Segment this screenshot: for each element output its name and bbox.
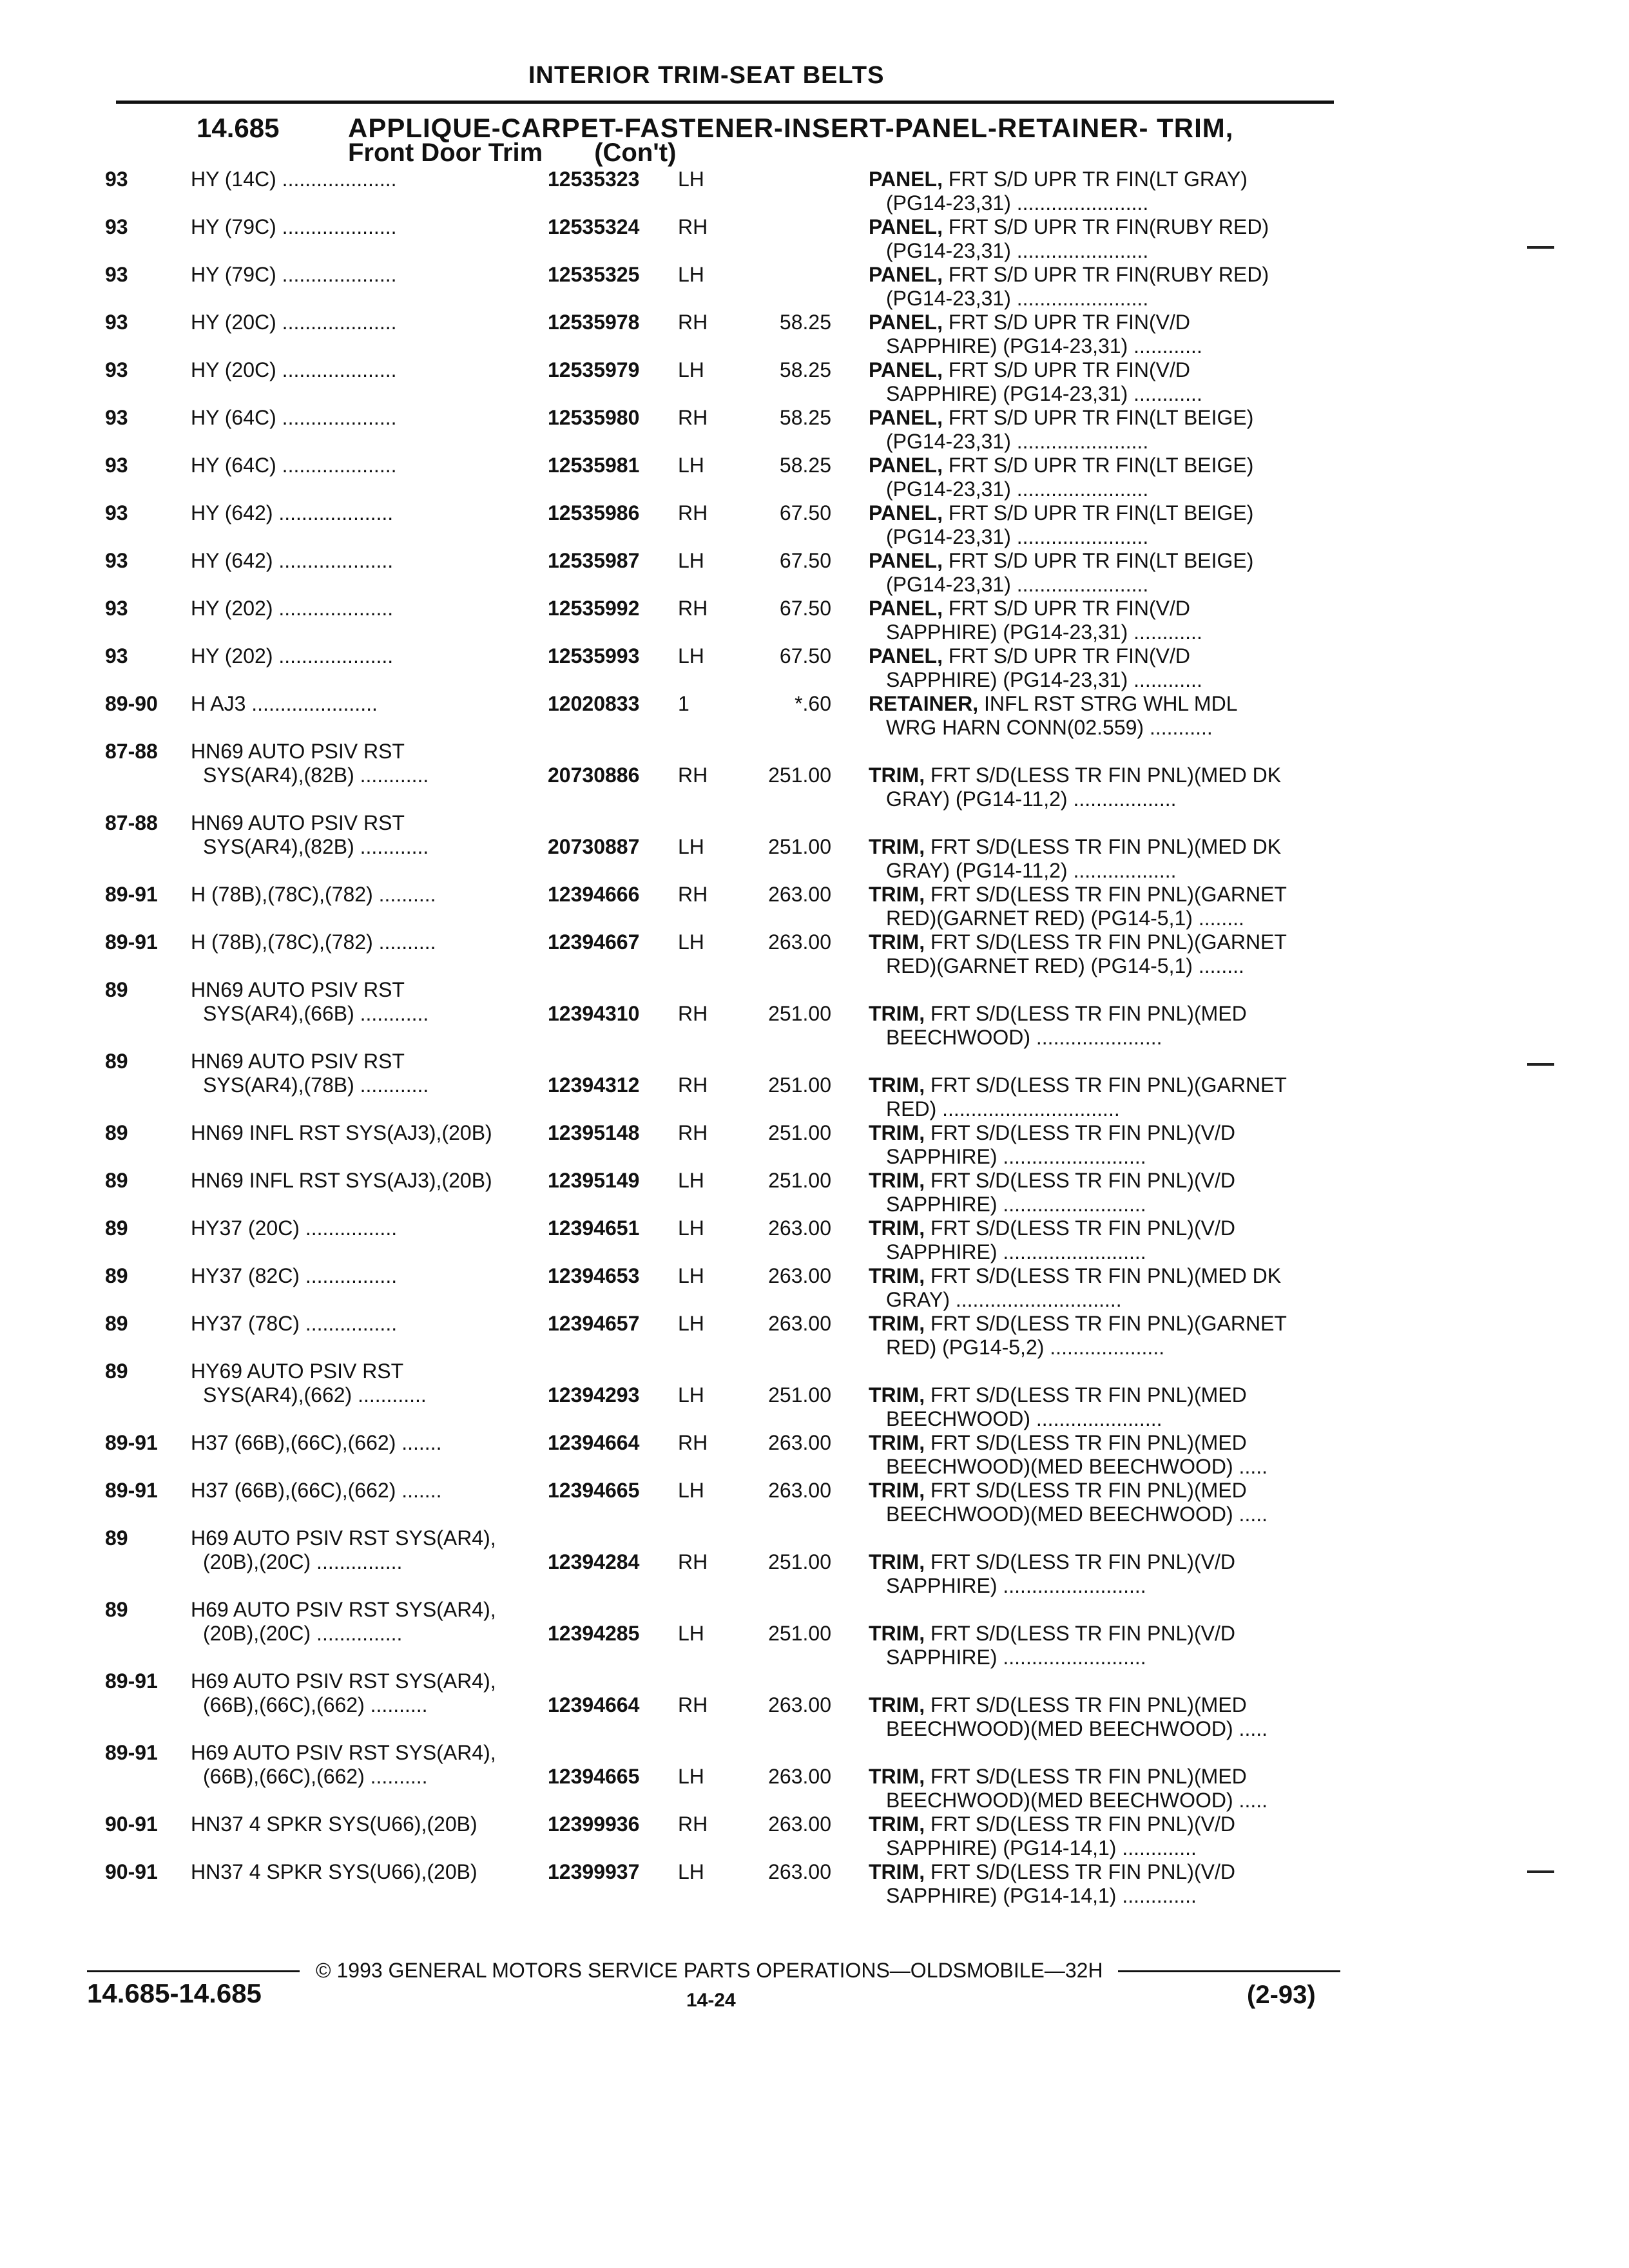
model-code-cont: SYS(AR4),(82B) ............ [203,764,429,787]
description-cont: BEECHWOOD)(MED BEECHWOOD) ..... [886,1455,1268,1478]
footer-date: (2-93) [1247,1981,1316,2009]
parts-row [0,311,1629,358]
description-cont: BEECHWOOD)(MED BEECHWOOD) ..... [886,1789,1268,1812]
description: TRIM, FRT S/D(LESS TR FIN PNL)(MED [869,1765,1247,1788]
quantity: 1 [678,692,689,715]
description: PANEL, FRT S/D UPR TR FIN(RUBY RED) [869,263,1269,286]
description-cont: SAPPHIRE) (PG14-14,1) ............. [886,1884,1197,1907]
part-number: 12394664 [548,1693,640,1716]
quantity: LH [678,454,704,477]
description: PANEL, FRT S/D UPR TR FIN(V/D [869,597,1190,620]
quantity: RH [678,311,708,334]
description: TRIM, FRT S/D(LESS TR FIN PNL)(V/D [869,1169,1235,1192]
parts-row [0,215,1629,263]
model-year: 89 [105,1360,128,1383]
part-number: 12394651 [548,1216,640,1240]
list-price: 263.00 [768,1216,831,1240]
footer-rule-right [1118,1970,1340,1972]
model-code: HN69 AUTO PSIV RST [191,740,405,763]
footer-section-range: 14.685-14.685 [87,1978,262,2008]
parts-row [0,501,1629,549]
part-number: 12394312 [548,1073,640,1097]
part-number: 20730887 [548,835,640,858]
description-cont: RED) ............................... [886,1097,1120,1120]
quantity: RH [678,764,708,787]
model-year: 89-90 [105,692,158,715]
description: TRIM, FRT S/D(LESS TR FIN PNL)(V/D [869,1550,1235,1573]
section-number: 14.685 [197,113,280,143]
description-cont: SAPPHIRE) (PG14-23,31) ............ [886,620,1202,644]
description: TRIM, FRT S/D(LESS TR FIN PNL)(GARNET [869,883,1287,906]
footer-copyright: © 1993 GENERAL MOTORS SERVICE PARTS OPERATIONS—OLDSMOBILE—32H [316,1959,1103,1982]
model-year: 89 [105,1264,128,1287]
parts-row [0,263,1629,311]
model-code: H37 (66B),(66C),(662) ....... [191,1479,442,1502]
parts-row [0,1812,1629,1860]
section-continued: (Con't) [594,139,677,167]
model-code: H69 AUTO PSIV RST SYS(AR4), [191,1669,496,1693]
part-number: 12535325 [548,263,640,286]
list-price: 263.00 [768,1312,831,1335]
parts-row [0,1431,1629,1479]
part-number: 12394657 [548,1312,640,1335]
list-price: 263.00 [768,1431,831,1454]
model-code: HN37 4 SPKR SYS(U66),(20B) [191,1860,477,1883]
model-code: HY37 (20C) ................ [191,1216,398,1240]
part-number: 12394664 [548,1431,640,1454]
model-year: 93 [105,454,128,477]
model-code: H (78B),(78C),(782) .......... [191,883,436,906]
model-code: H AJ3 ...................... [191,692,378,715]
description: TRIM, FRT S/D(LESS TR FIN PNL)(MED [869,1431,1247,1454]
part-number: 20730886 [548,764,640,787]
description: PANEL, FRT S/D UPR TR FIN(LT BEIGE) [869,406,1254,429]
model-year: 89-91 [105,1669,158,1693]
description-cont: (PG14-23,31) ....................... [886,430,1149,453]
parts-row [0,597,1629,644]
quantity: RH [678,501,708,524]
parts-row [0,1479,1629,1526]
description: TRIM, FRT S/D(LESS TR FIN PNL)(GARNET [869,1073,1287,1097]
model-code: HN69 INFL RST SYS(AJ3),(20B) [191,1121,492,1144]
section-subtitle [348,139,676,168]
description-cont: (PG14-23,31) ....................... [886,573,1149,596]
description-cont: SAPPHIRE) (PG14-23,31) ............ [886,334,1202,358]
description-cont: RED) (PG14-5,2) .................... [886,1336,1165,1359]
quantity: RH [678,1550,708,1573]
model-year: 87-88 [105,811,158,834]
description: TRIM, FRT S/D(LESS TR FIN PNL)(MED [869,1383,1247,1407]
quantity: LH [678,263,704,286]
list-price: 263.00 [768,1860,831,1883]
model-code: HN69 AUTO PSIV RST [191,811,405,834]
list-price: 263.00 [768,883,831,906]
model-year: 89 [105,1050,128,1073]
parts-row [0,1526,1629,1598]
parts-row [0,811,1629,883]
part-number: 12535992 [548,597,640,620]
description: TRIM, FRT S/D(LESS TR FIN PNL)(MED DK [869,764,1282,787]
part-number: 12535979 [548,358,640,381]
model-code-cont: (66B),(66C),(662) .......... [203,1693,428,1716]
model-code: H69 AUTO PSIV RST SYS(AR4), [191,1526,496,1550]
part-number: 12535980 [548,406,640,429]
parts-row [0,1669,1629,1741]
parts-row [0,1050,1629,1121]
description: TRIM, FRT S/D(LESS TR FIN PNL)(V/D [869,1216,1235,1240]
description: TRIM, FRT S/D(LESS TR FIN PNL)(MED [869,1479,1247,1502]
model-code: HY (64C) .................... [191,454,397,477]
description-cont: GRAY) ............................. [886,1288,1122,1311]
description: TRIM, FRT S/D(LESS TR FIN PNL)(V/D [869,1860,1235,1883]
header-rule [116,101,1334,104]
quantity: LH [678,168,704,191]
model-code: HN69 AUTO PSIV RST [191,1050,405,1073]
description-cont: (PG14-23,31) ....................... [886,191,1149,215]
part-number: 12394665 [548,1479,640,1502]
model-code: H37 (66B),(66C),(662) ....... [191,1431,442,1454]
parts-row [0,168,1629,215]
description-cont: GRAY) (PG14-11,2) .................. [886,787,1177,811]
description-cont: RED)(GARNET RED) (PG14-5,1) ........ [886,954,1244,977]
description-cont: RED)(GARNET RED) (PG14-5,1) ........ [886,907,1244,930]
list-price: 251.00 [768,1550,831,1573]
description: PANEL, FRT S/D UPR TR FIN(V/D [869,644,1190,668]
description-cont: (PG14-23,31) ....................... [886,525,1149,548]
part-number: 12394293 [548,1383,640,1407]
model-code: HY (202) .................... [191,597,394,620]
footer-page-number: 14-24 [686,1990,736,2011]
list-price: 263.00 [768,930,831,954]
description: TRIM, FRT S/D(LESS TR FIN PNL)(V/D [869,1121,1235,1144]
quantity: LH [678,1312,704,1335]
model-code-cont: (66B),(66C),(662) .......... [203,1765,428,1788]
parts-row [0,1312,1629,1360]
parts-row [0,1264,1629,1312]
description-cont: BEECHWOOD) ...................... [886,1026,1162,1049]
list-price: 251.00 [768,1622,831,1645]
list-price: 58.25 [779,454,831,477]
parts-row [0,1360,1629,1431]
quantity: LH [678,1264,704,1287]
parts-row [0,549,1629,597]
model-year: 93 [105,168,128,191]
part-number: 12395148 [548,1121,640,1144]
parts-row [0,644,1629,692]
parts-row [0,1216,1629,1264]
model-code: HY (642) .................... [191,549,394,572]
model-year: 89-91 [105,930,158,954]
model-code: HY69 AUTO PSIV RST [191,1360,404,1383]
part-number: 12535993 [548,644,640,668]
description-cont: (PG14-23,31) ....................... [886,287,1149,310]
model-year: 93 [105,358,128,381]
description-cont: SAPPHIRE) ......................... [886,1574,1146,1597]
part-number: 12399936 [548,1812,640,1836]
quantity: LH [678,644,704,668]
part-number: 12535986 [548,501,640,524]
model-year: 89 [105,978,128,1001]
quantity: RH [678,883,708,906]
list-price: 67.50 [779,549,831,572]
list-price: 263.00 [768,1693,831,1716]
description: TRIM, FRT S/D(LESS TR FIN PNL)(V/D [869,1812,1235,1836]
part-number: 12535323 [548,168,640,191]
model-code-cont: SYS(AR4),(78B) ............ [203,1073,429,1097]
model-year: 89-91 [105,1741,158,1764]
model-code: H69 AUTO PSIV RST SYS(AR4), [191,1741,496,1764]
description-cont: (PG14-23,31) ....................... [886,477,1149,501]
model-year: 89 [105,1312,128,1335]
part-number: 12535987 [548,549,640,572]
description: PANEL, FRT S/D UPR TR FIN(V/D [869,311,1190,334]
model-year: 93 [105,597,128,620]
model-code: HY (79C) .................... [191,263,397,286]
part-number: 12394667 [548,930,640,954]
model-year: 90-91 [105,1860,158,1883]
quantity: LH [678,1622,704,1645]
model-code: HN69 AUTO PSIV RST [191,978,405,1001]
description-cont: WRG HARN CONN(02.559) ........... [886,716,1213,739]
model-code: HY37 (78C) ................ [191,1312,398,1335]
description-cont: SAPPHIRE) (PG14-14,1) ............. [886,1836,1197,1860]
description: TRIM, FRT S/D(LESS TR FIN PNL)(GARNET [869,1312,1287,1335]
quantity: RH [678,1812,708,1836]
part-number: 12394665 [548,1765,640,1788]
description: PANEL, FRT S/D UPR TR FIN(RUBY RED) [869,215,1269,238]
model-code-cont: SYS(AR4),(82B) ............ [203,835,429,858]
quantity: LH [678,1383,704,1407]
part-number: 12535324 [548,215,640,238]
description-cont: (PG14-23,31) ....................... [886,239,1149,262]
description-cont: SAPPHIRE) ......................... [886,1145,1146,1168]
margin-mark [1527,246,1554,249]
description-cont: SAPPHIRE) (PG14-23,31) ............ [886,668,1202,691]
parts-row [0,883,1629,930]
footer-rule-left [87,1970,300,1972]
list-price: *.60 [795,692,831,715]
model-code: HY (202) .................... [191,644,394,668]
part-number: 12394666 [548,883,640,906]
quantity: LH [678,1169,704,1192]
list-price: 251.00 [768,1383,831,1407]
parts-row [0,978,1629,1050]
description-cont: GRAY) (PG14-11,2) .................. [886,859,1177,882]
parts-row [0,454,1629,501]
description-cont: SAPPHIRE) ......................... [886,1193,1146,1216]
quantity: RH [678,1002,708,1025]
parts-row [0,692,1629,740]
quantity: RH [678,1693,708,1716]
quantity: LH [678,358,704,381]
list-price: 251.00 [768,1073,831,1097]
parts-row [0,1121,1629,1169]
parts-row [0,1598,1629,1669]
model-code: HY (79C) .................... [191,215,397,238]
part-number: 12020833 [548,692,640,715]
list-price: 251.00 [768,1002,831,1025]
list-price: 263.00 [768,1812,831,1836]
quantity: LH [678,1765,704,1788]
model-year: 93 [105,311,128,334]
quantity: LH [678,1479,704,1502]
model-code: H69 AUTO PSIV RST SYS(AR4), [191,1598,496,1621]
description: PANEL, FRT S/D UPR TR FIN(LT BEIGE) [869,549,1254,572]
list-price: 263.00 [768,1765,831,1788]
model-code: HY (642) .................... [191,501,394,524]
list-price: 251.00 [768,1121,831,1144]
quantity: LH [678,835,704,858]
list-price: 251.00 [768,764,831,787]
part-number: 12399937 [548,1860,640,1883]
model-code: HN69 INFL RST SYS(AJ3),(20B) [191,1169,492,1192]
description: TRIM, FRT S/D(LESS TR FIN PNL)(GARNET [869,930,1287,954]
parts-row [0,1741,1629,1812]
model-year: 93 [105,406,128,429]
description: TRIM, FRT S/D(LESS TR FIN PNL)(V/D [869,1622,1235,1645]
model-year: 89-91 [105,1431,158,1454]
list-price: 251.00 [768,835,831,858]
part-number: 12394310 [548,1002,640,1025]
quantity: RH [678,215,708,238]
list-price: 58.25 [779,311,831,334]
quantity: RH [678,1073,708,1097]
list-price: 67.50 [779,597,831,620]
quantity: RH [678,406,708,429]
model-code-cont: SYS(AR4),(66B) ............ [203,1002,429,1025]
section-subtitle-text: Front Door Trim [348,139,543,167]
model-code: HY (14C) .................... [191,168,397,191]
list-price: 251.00 [768,1169,831,1192]
quantity: RH [678,1431,708,1454]
part-number: 12394285 [548,1622,640,1645]
quantity: LH [678,1860,704,1883]
page-header-title: INTERIOR TRIM-SEAT BELTS [528,62,885,89]
model-code: HN37 4 SPKR SYS(U66),(20B) [191,1812,477,1836]
part-number: 12394284 [548,1550,640,1573]
model-year: 93 [105,501,128,524]
model-code-cont: (20B),(20C) ............... [203,1550,403,1573]
parts-row [0,406,1629,454]
description: TRIM, FRT S/D(LESS TR FIN PNL)(MED DK [869,1264,1282,1287]
model-year: 87-88 [105,740,158,763]
description-cont: SAPPHIRE) ......................... [886,1646,1146,1669]
model-year: 89 [105,1598,128,1621]
description-cont: SAPPHIRE) (PG14-23,31) ............ [886,382,1202,405]
model-year: 90-91 [105,1812,158,1836]
description-cont: BEECHWOOD) ...................... [886,1407,1162,1430]
description: PANEL, FRT S/D UPR TR FIN(LT BEIGE) [869,454,1254,477]
model-year: 89 [105,1169,128,1192]
description: TRIM, FRT S/D(LESS TR FIN PNL)(MED DK [869,835,1282,858]
description: TRIM, FRT S/D(LESS TR FIN PNL)(MED [869,1002,1247,1025]
quantity: RH [678,597,708,620]
part-number: 12535978 [548,311,640,334]
list-price: 263.00 [768,1479,831,1502]
description: TRIM, FRT S/D(LESS TR FIN PNL)(MED [869,1693,1247,1716]
model-year: 89 [105,1526,128,1550]
quantity: LH [678,1216,704,1240]
model-year: 93 [105,549,128,572]
parts-row [0,740,1629,811]
margin-mark [1527,1870,1554,1873]
model-code: HY (64C) .................... [191,406,397,429]
quantity: LH [678,930,704,954]
list-price: 67.50 [779,644,831,668]
model-year: 89-91 [105,1479,158,1502]
model-code-cont: SYS(AR4),(662) ............ [203,1383,427,1407]
list-price: 263.00 [768,1264,831,1287]
part-number: 12395149 [548,1169,640,1192]
parts-row [0,1860,1629,1908]
part-number: 12535981 [548,454,640,477]
parts-row [0,930,1629,978]
model-year: 89 [105,1216,128,1240]
model-code: H (78B),(78C),(782) .......... [191,930,436,954]
parts-row [0,1169,1629,1216]
parts-list [0,168,1629,1908]
description-cont: BEECHWOOD)(MED BEECHWOOD) ..... [886,1503,1268,1526]
model-year: 89 [105,1121,128,1144]
model-code: HY37 (82C) ................ [191,1264,398,1287]
description: PANEL, FRT S/D UPR TR FIN(LT BEIGE) [869,501,1254,524]
description: PANEL, FRT S/D UPR TR FIN(LT GRAY) [869,168,1248,191]
part-number: 12394653 [548,1264,640,1287]
description-cont: SAPPHIRE) ......................... [886,1240,1146,1264]
description: RETAINER, INFL RST STRG WHL MDL [869,692,1238,715]
model-year: 89-91 [105,883,158,906]
quantity: LH [678,549,704,572]
section-title: APPLIQUE-CARPET-FASTENER-INSERT-PANEL-RETAINER- TRIM, [348,113,1234,143]
description-cont: BEECHWOOD)(MED BEECHWOOD) ..... [886,1717,1268,1740]
model-year: 93 [105,215,128,238]
list-price: 58.25 [779,358,831,381]
list-price: 58.25 [779,406,831,429]
list-price: 67.50 [779,501,831,524]
parts-row [0,358,1629,406]
margin-mark [1527,1063,1554,1066]
model-code: HY (20C) .................... [191,358,397,381]
model-code-cont: (20B),(20C) ............... [203,1622,403,1645]
model-year: 93 [105,263,128,286]
model-code: HY (20C) .................... [191,311,397,334]
description: PANEL, FRT S/D UPR TR FIN(V/D [869,358,1190,381]
quantity: RH [678,1121,708,1144]
model-year: 93 [105,644,128,668]
